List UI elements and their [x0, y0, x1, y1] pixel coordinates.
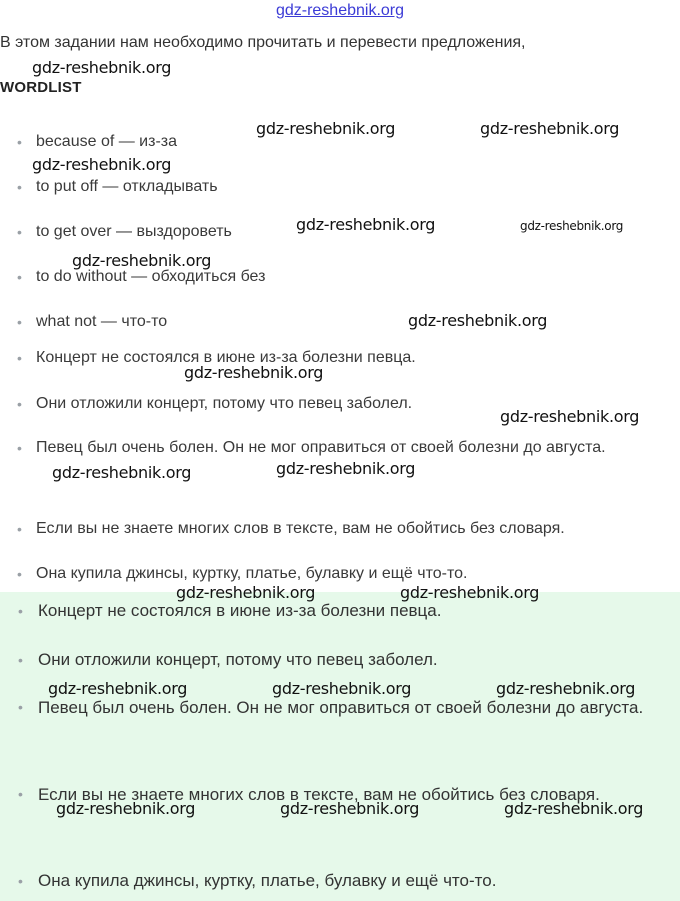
watermark: gdz-reshebnik.org: [184, 363, 324, 382]
list-item-text: Концерт не состоялся в июне из-за болезни певца.: [36, 349, 416, 366]
watermark: gdz-reshebnik.org: [504, 799, 644, 818]
list-item-text: Она купила джинсы, куртку, платье, булавку и ещё что-то.: [36, 565, 468, 582]
list-item-text: what not — что-то: [36, 313, 168, 330]
watermark: gdz-reshebnik.org: [400, 583, 540, 602]
list-item-text: Они отложили концерт, потому что певец заболел.: [36, 395, 413, 412]
bullet-icon: •: [17, 440, 22, 456]
bullet-icon: •: [17, 224, 22, 240]
answer-item-text: Если вы не знаете многих слов в тексте, вам не обойтись без словаря.: [38, 785, 600, 804]
list-item-text: to get over — выздороветь: [36, 223, 232, 240]
answer-item-text: Концерт не состоялся в июне из-за болезни певца.: [38, 601, 442, 620]
bullet-icon: •: [18, 652, 23, 668]
answer-item-text: Певец был очень болен. Он не мог оправиться от своей болезни до августа.: [38, 698, 644, 717]
watermark: gdz-reshebnik.org: [32, 155, 172, 174]
watermark: gdz-reshebnik.org: [296, 215, 436, 234]
list-item-text: Певец был очень болен. Он не мог оправиться от своей болезни до августа.: [36, 439, 606, 456]
list-item-text: because of — из-за: [36, 133, 178, 150]
bullet-icon: •: [17, 134, 22, 150]
watermark: gdz-reshebnik.org: [520, 219, 624, 233]
bullet-icon: •: [17, 350, 22, 366]
wordlist-heading: WORDLIST: [0, 79, 82, 96]
watermark: gdz-reshebnik.org: [32, 58, 172, 77]
site-link[interactable]: gdz-reshebnik.org: [275, 2, 405, 19]
watermark: gdz-reshebnik.org: [56, 799, 196, 818]
watermark: gdz-reshebnik.org: [272, 679, 412, 698]
watermark: gdz-reshebnik.org: [72, 251, 212, 270]
bullet-icon: •: [17, 521, 22, 537]
watermark: gdz-reshebnik.org: [480, 119, 620, 138]
watermark: gdz-reshebnik.org: [176, 583, 316, 602]
list-item-text: to do without — обходиться без: [36, 268, 266, 285]
watermark: gdz-reshebnik.org: [52, 463, 192, 482]
answer-item-text: Они отложили концерт, потому что певец заболел.: [38, 650, 438, 669]
list-item-text: Если вы не знаете многих слов в тексте, вам не обойтись без словаря.: [36, 520, 565, 537]
answer-box: [0, 592, 680, 901]
bullet-icon: •: [17, 396, 22, 412]
bullet-icon: •: [17, 314, 22, 330]
bullet-icon: •: [17, 269, 22, 285]
bullet-icon: •: [18, 786, 23, 802]
list-item-text: to put off — откладывать: [36, 178, 218, 195]
watermark: gdz-reshebnik.org: [408, 311, 548, 330]
bullet-icon: •: [17, 566, 22, 582]
bullet-icon: •: [18, 699, 23, 715]
answer-item-text: Она купила джинсы, куртку, платье, булавку и ещё что-то.: [38, 871, 497, 890]
watermark: gdz-reshebnik.org: [48, 679, 188, 698]
watermark: gdz-reshebnik.org: [280, 799, 420, 818]
intro-text: В этом задании нам необходимо прочитать и перевести предложения,: [0, 34, 526, 51]
bullet-icon: •: [17, 179, 22, 195]
bullet-icon: •: [18, 873, 23, 889]
watermark: gdz-reshebnik.org: [500, 407, 640, 426]
watermark: gdz-reshebnik.org: [256, 119, 396, 138]
watermark: gdz-reshebnik.org: [496, 679, 636, 698]
bullet-icon: •: [18, 603, 23, 619]
watermark: gdz-reshebnik.org: [276, 459, 416, 478]
